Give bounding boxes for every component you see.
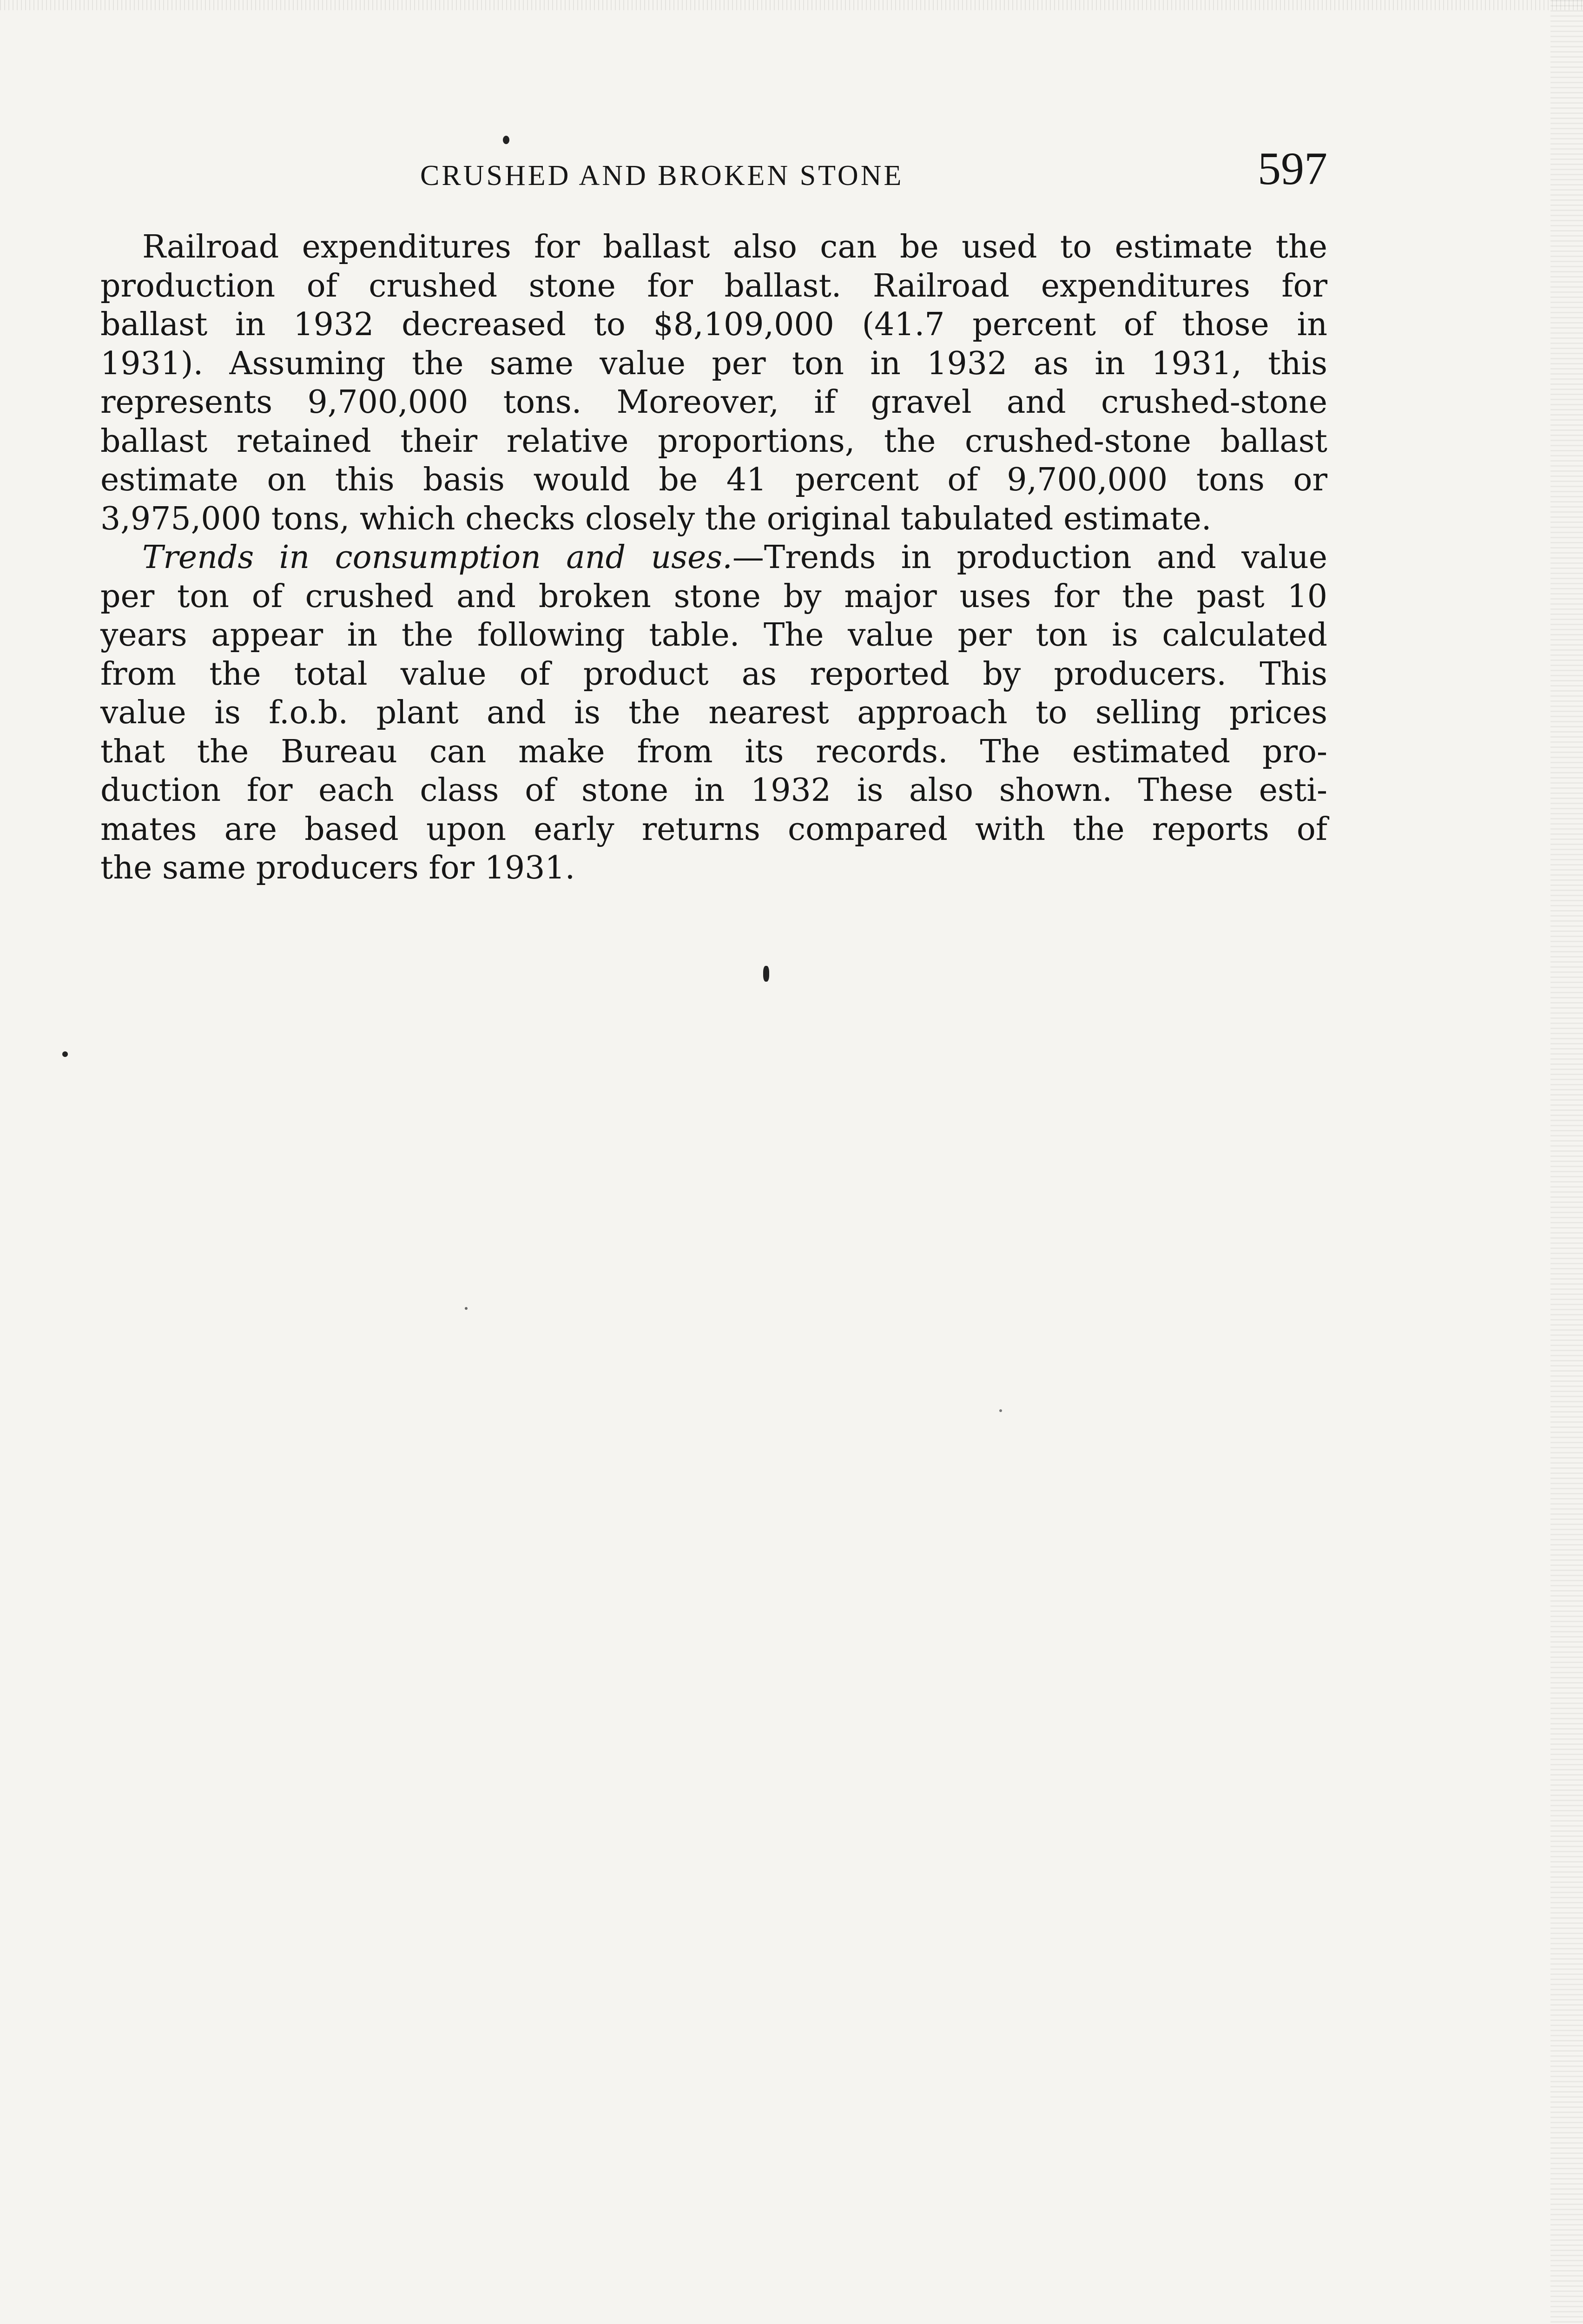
text-line: 3,975,000 tons, which checks closely the original tabulated estimate.: [100, 500, 1212, 537]
ink-speck: [503, 136, 509, 144]
scan-edge-right: [1550, 0, 1583, 2324]
run-in-heading: Trends in consumption and uses.: [142, 539, 732, 576]
text-line: Railroad expenditures for ballast also can be used to estimate the: [142, 229, 1327, 265]
ink-speck: [763, 966, 769, 982]
text-line: production of crushed stone for ballast. Railroad expenditures for: [100, 267, 1327, 304]
text-line: estimate on this basis would be 41 percent of 9,700,000 tons or: [100, 462, 1327, 498]
text-line: per ton of crushed and broken stone by major uses for the past 10: [100, 578, 1327, 615]
paragraph-trends: [100, 538, 1327, 888]
ink-speck: [62, 1051, 68, 1057]
running-title: CRUSHED AND BROKEN STONE: [420, 160, 904, 191]
body-text: [100, 228, 1327, 888]
ink-speck: [999, 1409, 1002, 1412]
text-line: ballast retained their relative proportions, the crushed-stone ballast: [100, 423, 1327, 460]
scan-edge-top: [0, 0, 1583, 10]
text-line: represents 9,700,000 tons. Moreover, if gravel and crushed-stone: [100, 384, 1327, 421]
page-number: 597: [1258, 143, 1327, 194]
run-in-line-rest: —Trends in production and value: [732, 539, 1327, 576]
text-line: duction for each class of stone in 1932 is also shown. These esti-: [100, 772, 1327, 809]
text-line: mates are based upon early returns compared with the reports of: [100, 811, 1327, 848]
text-line: from the total value of product as reported by producers. This: [100, 655, 1327, 693]
page-header: [100, 142, 1327, 193]
text-line: [100, 538, 1327, 577]
text-line: the same producers for 1931.: [100, 850, 575, 886]
text-line: value is f.o.b. plant and is the nearest approach to selling prices: [100, 694, 1327, 731]
text-line: ballast in 1932 decreased to $8,109,000 (41.7 percent of those in: [100, 306, 1327, 343]
ink-speck: [465, 1307, 468, 1310]
text-line: that the Bureau can make from its records. The estimated pro-: [100, 733, 1327, 770]
text-line: years appear in the following table. The value per ton is calculated: [100, 617, 1327, 654]
text-line: 1931). Assuming the same value per ton in 1932 as in 1931, this: [100, 345, 1327, 382]
paragraph-railroad-ballast: [100, 228, 1327, 538]
